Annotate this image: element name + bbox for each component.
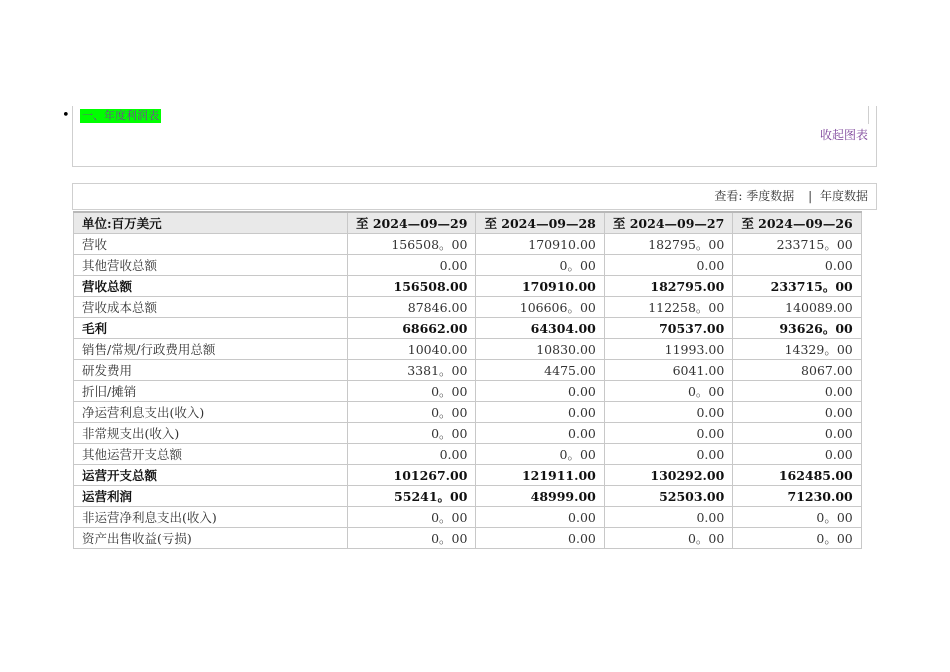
row-value: 6041.00 — [604, 360, 732, 381]
row-value: 71230.00 — [733, 486, 861, 507]
row-value: 0.00 — [476, 507, 604, 528]
column-header: 至 2024—09—28 — [476, 212, 604, 234]
row-value: 10040.00 — [348, 339, 476, 360]
table-row — [74, 360, 862, 381]
row-label: 资产出售收益(亏损) — [74, 528, 348, 549]
row-value: 0。00 — [348, 402, 476, 423]
quarterly-data-link[interactable]: 季度数据 — [746, 189, 795, 203]
table-row — [74, 507, 862, 528]
table-row — [74, 255, 862, 276]
annual-data-link[interactable]: 年度数据 — [819, 189, 868, 203]
section-title[interactable]: 一、年度利润表 — [82, 109, 159, 122]
row-value: 156508.00 — [348, 276, 476, 297]
row-value: 0.00 — [604, 444, 732, 465]
row-label: 净运营利息支出(收入) — [74, 402, 348, 423]
table-row — [74, 528, 862, 549]
income-statement-table — [73, 211, 862, 549]
row-value: 0.00 — [348, 255, 476, 276]
collapse-chart-link[interactable]: 收起图表 — [819, 128, 868, 142]
row-value: 0。00 — [733, 507, 861, 528]
row-value: 0。00 — [733, 528, 861, 549]
table-row — [74, 402, 862, 423]
table-row — [74, 465, 862, 486]
row-label: 运营开支总额 — [74, 465, 348, 486]
view-prefix-label: 查看: — [714, 189, 743, 203]
row-label: 运营利润 — [74, 486, 348, 507]
row-value: 0。00 — [604, 528, 732, 549]
view-separator: | — [808, 189, 813, 203]
row-value: 233715。00 — [733, 276, 861, 297]
row-label: 其他营收总额 — [74, 255, 348, 276]
row-value: 52503.00 — [604, 486, 732, 507]
chart-panel-edge — [868, 106, 869, 124]
row-value: 121911.00 — [476, 465, 604, 486]
row-label: 折旧/摊销 — [74, 381, 348, 402]
row-value: 0.00 — [476, 402, 604, 423]
list-bullet: • — [62, 108, 70, 123]
row-value: 87846.00 — [348, 297, 476, 318]
column-header: 至 2024—09—27 — [604, 212, 732, 234]
column-header: 至 2024—09—29 — [348, 212, 476, 234]
row-value: 68662.00 — [348, 318, 476, 339]
row-value: 0。00 — [604, 381, 732, 402]
table-row — [74, 423, 862, 444]
row-value: 0.00 — [733, 402, 861, 423]
row-value: 8067.00 — [733, 360, 861, 381]
row-value: 101267.00 — [348, 465, 476, 486]
row-value: 0.00 — [476, 423, 604, 444]
row-label: 其他运营开支总额 — [74, 444, 348, 465]
row-value: 156508。00 — [348, 234, 476, 255]
row-value: 64304.00 — [476, 318, 604, 339]
row-value: 70537.00 — [604, 318, 732, 339]
row-value: 0。00 — [476, 255, 604, 276]
row-value: 0.00 — [733, 444, 861, 465]
table-row — [74, 276, 862, 297]
row-value: 130292.00 — [604, 465, 732, 486]
row-value: 0。00 — [348, 528, 476, 549]
row-label: 营收总额 — [74, 276, 348, 297]
row-value: 0.00 — [604, 423, 732, 444]
row-label: 毛利 — [74, 318, 348, 339]
row-value: 0.00 — [476, 528, 604, 549]
row-value: 170910.00 — [476, 276, 604, 297]
row-value: 0。00 — [476, 444, 604, 465]
row-value: 0。00 — [348, 507, 476, 528]
row-label: 营收成本总额 — [74, 297, 348, 318]
row-value: 0。00 — [348, 423, 476, 444]
row-label: 非运营净利息支出(收入) — [74, 507, 348, 528]
row-value: 3381。00 — [348, 360, 476, 381]
table-row — [74, 318, 862, 339]
table-row — [74, 486, 862, 507]
row-label: 销售/常规/行政费用总额 — [74, 339, 348, 360]
table-header-row — [74, 212, 862, 234]
unit-header: 单位:百万美元 — [74, 212, 348, 234]
row-value: 0.00 — [604, 255, 732, 276]
row-value: 112258。00 — [604, 297, 732, 318]
row-value: 14329。00 — [733, 339, 861, 360]
row-label: 营收 — [74, 234, 348, 255]
row-value: 0.00 — [604, 402, 732, 423]
row-value: 0.00 — [733, 423, 861, 444]
row-value: 0。00 — [348, 381, 476, 402]
row-value: 0.00 — [348, 444, 476, 465]
row-value: 233715。00 — [733, 234, 861, 255]
row-value: 55241。00 — [348, 486, 476, 507]
chart-panel — [72, 106, 877, 167]
row-value: 162485.00 — [733, 465, 861, 486]
row-value: 48999.00 — [476, 486, 604, 507]
row-value: 0.00 — [733, 255, 861, 276]
table-row — [74, 381, 862, 402]
row-value: 170910.00 — [476, 234, 604, 255]
row-value: 0.00 — [604, 507, 732, 528]
table-row — [74, 234, 862, 255]
row-label: 研发费用 — [74, 360, 348, 381]
row-value: 93626。00 — [733, 318, 861, 339]
row-value: 4475.00 — [476, 360, 604, 381]
row-value: 10830.00 — [476, 339, 604, 360]
column-header: 至 2024—09—26 — [733, 212, 861, 234]
table-row — [74, 444, 862, 465]
row-value: 0.00 — [733, 381, 861, 402]
row-value: 11993.00 — [604, 339, 732, 360]
table-row — [74, 339, 862, 360]
table-body — [74, 234, 862, 549]
row-value: 182795。00 — [604, 234, 732, 255]
row-label: 非常规支出(收入) — [74, 423, 348, 444]
view-toggle-bar — [72, 183, 877, 210]
row-value: 106606。00 — [476, 297, 604, 318]
table-row — [74, 297, 862, 318]
row-value: 140089.00 — [733, 297, 861, 318]
row-value: 0.00 — [476, 381, 604, 402]
row-value: 182795.00 — [604, 276, 732, 297]
